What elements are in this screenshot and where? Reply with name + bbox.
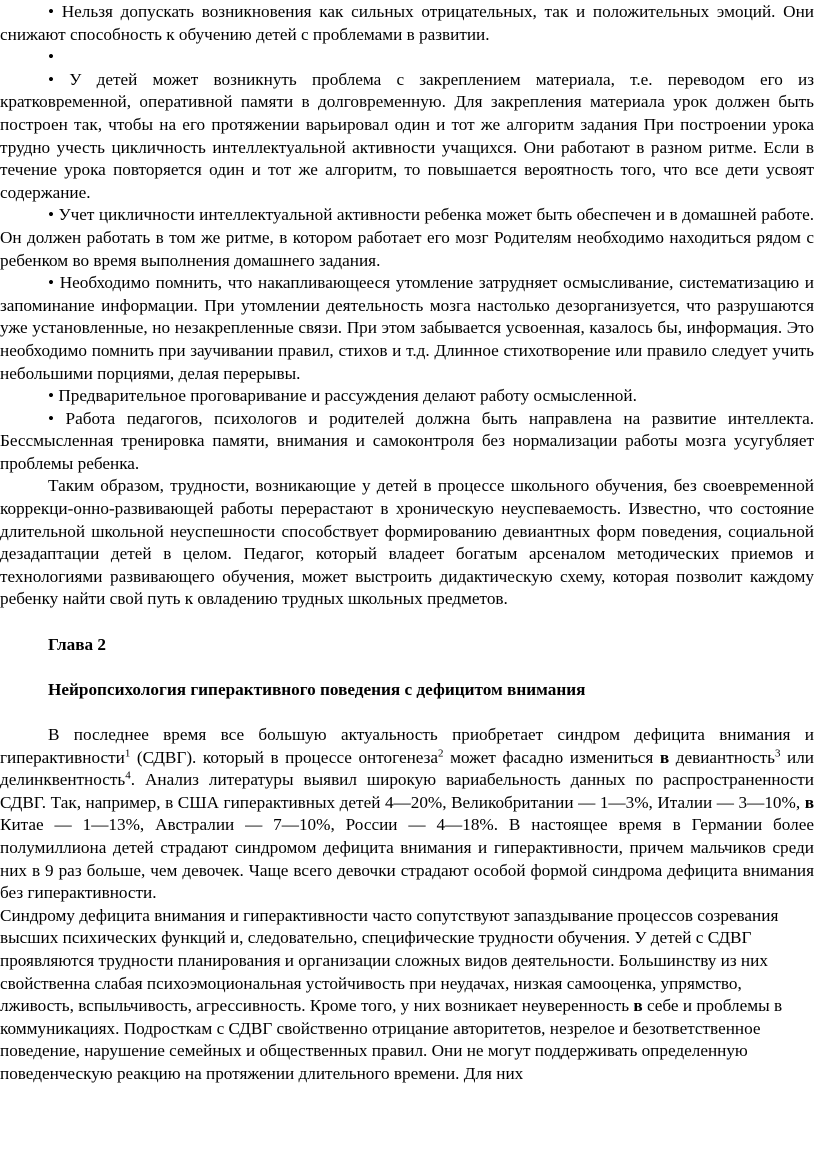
- intro-text: (СДВГ). который в процессе онтогенеза: [130, 747, 439, 767]
- chapter-label: Глава 2: [48, 634, 106, 654]
- bullet-paragraph: • Учет цикличности интеллектуальной активности ребенка может быть обеспечен и в домашней работе. Он должен работать в том же ритме, в котором работает его мозг Родителям необходимо находиться рядом с ребенком во время выполнения домашнего задания.: [0, 205, 814, 270]
- intro-text: девиантность: [669, 747, 775, 767]
- bullet-paragraph: • Предварительное проговаривание и рассуждения делают работу осмысленной.: [48, 386, 637, 406]
- chapter-title: Нейропсихология гиперактивного поведения с дефицитом внимания: [48, 679, 586, 699]
- intro-text: может фасадно измениться: [443, 747, 660, 767]
- spacer: [0, 611, 814, 634]
- bullet-paragraph: • Нельзя допускать возникновения как сильных отрицательных, так и положительных эмоций. Они снижают способность к обучению детей с проблемами в развитии.: [0, 2, 814, 44]
- footnote-ref: 3: [774, 746, 781, 759]
- conclusion-paragraph: Таким образом, трудности, возникающие у детей в процессе школьного обучения, без своевременной коррекци-онно-развивающей работы перерастают в хроническую неуспеваемость. Известно, что состояние длительной школьной неуспешности способствует формированию девиантных форм поведения, социальной дезадаптации детей в целом. Педагог, который владеет богатым арсеналом методических приемов и технологиями развивающего обучения, может выстроить дидактическую схему, которая позволит каждому ребенку найти свой путь к овладению трудных школьных предметов.: [0, 476, 814, 609]
- body-text: Синдрому дефицита внимания и гиперактивности часто сопутствуют запаздывание процессов созревания высших психических функций и, следовательно, специфические трудности обучения. У детей с СДВГ проявляются трудности планирования и организации сложных видов деятельности. Большинству из них свойственна слабая психоэмоциональная устойчивость при неудачах, низкая самооценка, упрямство, лживость, вспыльчивость, агрессивность. Кроме того, у них возникает неуверенность: [0, 905, 779, 1016]
- intro-paragraph: [0, 724, 814, 905]
- bold-word: в: [659, 747, 670, 767]
- footnote-ref: 4: [125, 769, 131, 782]
- footnote-ref: 2: [438, 746, 444, 759]
- intro-text: Китае — 1—13%, Австралии — 7—10%, России — 4—18%. В настоящее время в Германии более полумиллиона детей страдают синдромом дефицита внимания и гиперактивности, причем мальчиков среди них в 9 раз больше, чем девочек. Чаще всего девочки страдают особой формой синдрома дефицита внимания без гиперактивности.: [0, 815, 814, 903]
- bullet-paragraph: • У детей может возникнуть проблема с закреплением материала, т.е. переводом его из кратковременной, оперативной памяти в долговременную. Для закрепления материала урок должен быть построен так, чтобы на его протяжении варьировал один и тот же алгоритм задания При построении урока трудно учесть цикличность интеллектуальной активности учащихся. Они работают в разном ритме. Если в течение урока повторяется один и тот же алгоритм, то повышается вероятность того, что все дети усвоят содержание.: [0, 69, 814, 202]
- body-text: себе и проблемы в коммуникациях. Подросткам с СДВГ свойственно отрицание авторитетов, незрелое и безответственное поведение, нарушение семейных и общественных правил. Они не могут поддерживать определенную поведенческую реакцию на протяжении длительного времени. Для них: [0, 996, 783, 1083]
- bullet-paragraph: • Работа педагогов, психологов и родителей должна быть направлена на развитие интеллекта. Бессмысленная тренировка памяти, внимания и самоконтроля без нормализации работы мозга усугубляет проблемы ребенка.: [0, 408, 814, 473]
- spacer: [0, 656, 814, 679]
- bold-word: в: [804, 792, 814, 812]
- bullet-paragraph: • Необходимо помнить, что накапливающееся утомление затрудняет осмысливание, систематизацию и запоминание информации. При утомлении деятельность мозга настолько дезорганизуется, что разрушаются уже установленные, но незакрепленные связи. При этом забывается усвоенная, казалось бы, информация. Это необходимо помнить при заучивании правил, стихов и т.д. Длинное стихотворение или правило следует учить небольшими порциями, делая перерывы.: [0, 273, 814, 383]
- intro-text: В последнее время все большую актуальность приобретает синдром дефицита внимания и гиперактивности: [0, 725, 814, 767]
- bullet-paragraph: •: [48, 47, 55, 67]
- bold-word: в: [633, 996, 643, 1016]
- intro-text: . Анализ литературы выявил широкую вариабельность данных по распространенности СДВГ. Так, например, в США гиперактивных детей 4—20%, Великобритании — 1—3%, Италии — 3—10%,: [0, 770, 814, 812]
- spacer: [0, 701, 814, 724]
- intro-text: или делинквентность: [0, 747, 814, 790]
- footnote-ref: 1: [124, 746, 131, 759]
- body-paragraph: [0, 905, 814, 1086]
